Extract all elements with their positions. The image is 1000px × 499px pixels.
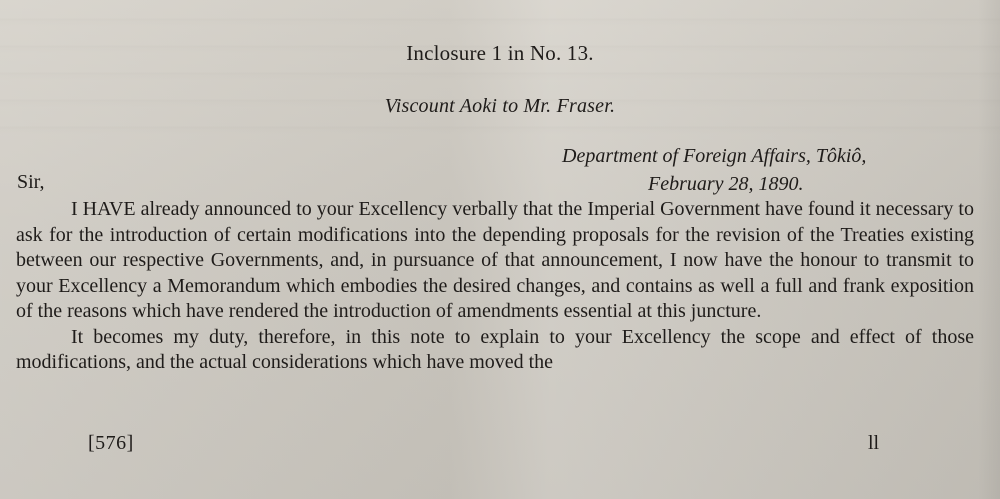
date-line: February 28, 1890.: [648, 173, 804, 195]
paragraph-1: I HAVE already announced to your Excellency verbally that the Imperial Government have found it necessary to ask for the introduction of certain modifications into the depending proposals for the revision of the Treaties existing between our respective Governments, and, in pursuance of that announcement, I now have the honour to transmit to your Excellency a Memorandum which embodies the desired changes, and contains as well a full and frank exposition of the reasons which have rendered the introduction of amendments essential at this juncture.: [16, 198, 974, 322]
letter-body: [16, 197, 974, 376]
salutation: Sir,: [17, 171, 45, 193]
department-line: Department of Foreign Affairs, Tôkiô,: [562, 145, 867, 167]
letter-subheading: Viscount Aoki to Mr. Fraser.: [384, 95, 616, 117]
reverse-print-bleed: [0, 0, 1000, 150]
page-edge-shadow: [978, 0, 1000, 499]
inclosure-heading: Inclosure 1 in No. 13.: [406, 41, 594, 65]
page-code: [576]: [88, 432, 134, 454]
signature-mark: ll: [868, 432, 880, 454]
paragraph-2: It becomes my duty, therefore, in this note to explain to your Excellency the scope and effect of those modifications, and the actual considerations which have moved the: [16, 325, 974, 373]
